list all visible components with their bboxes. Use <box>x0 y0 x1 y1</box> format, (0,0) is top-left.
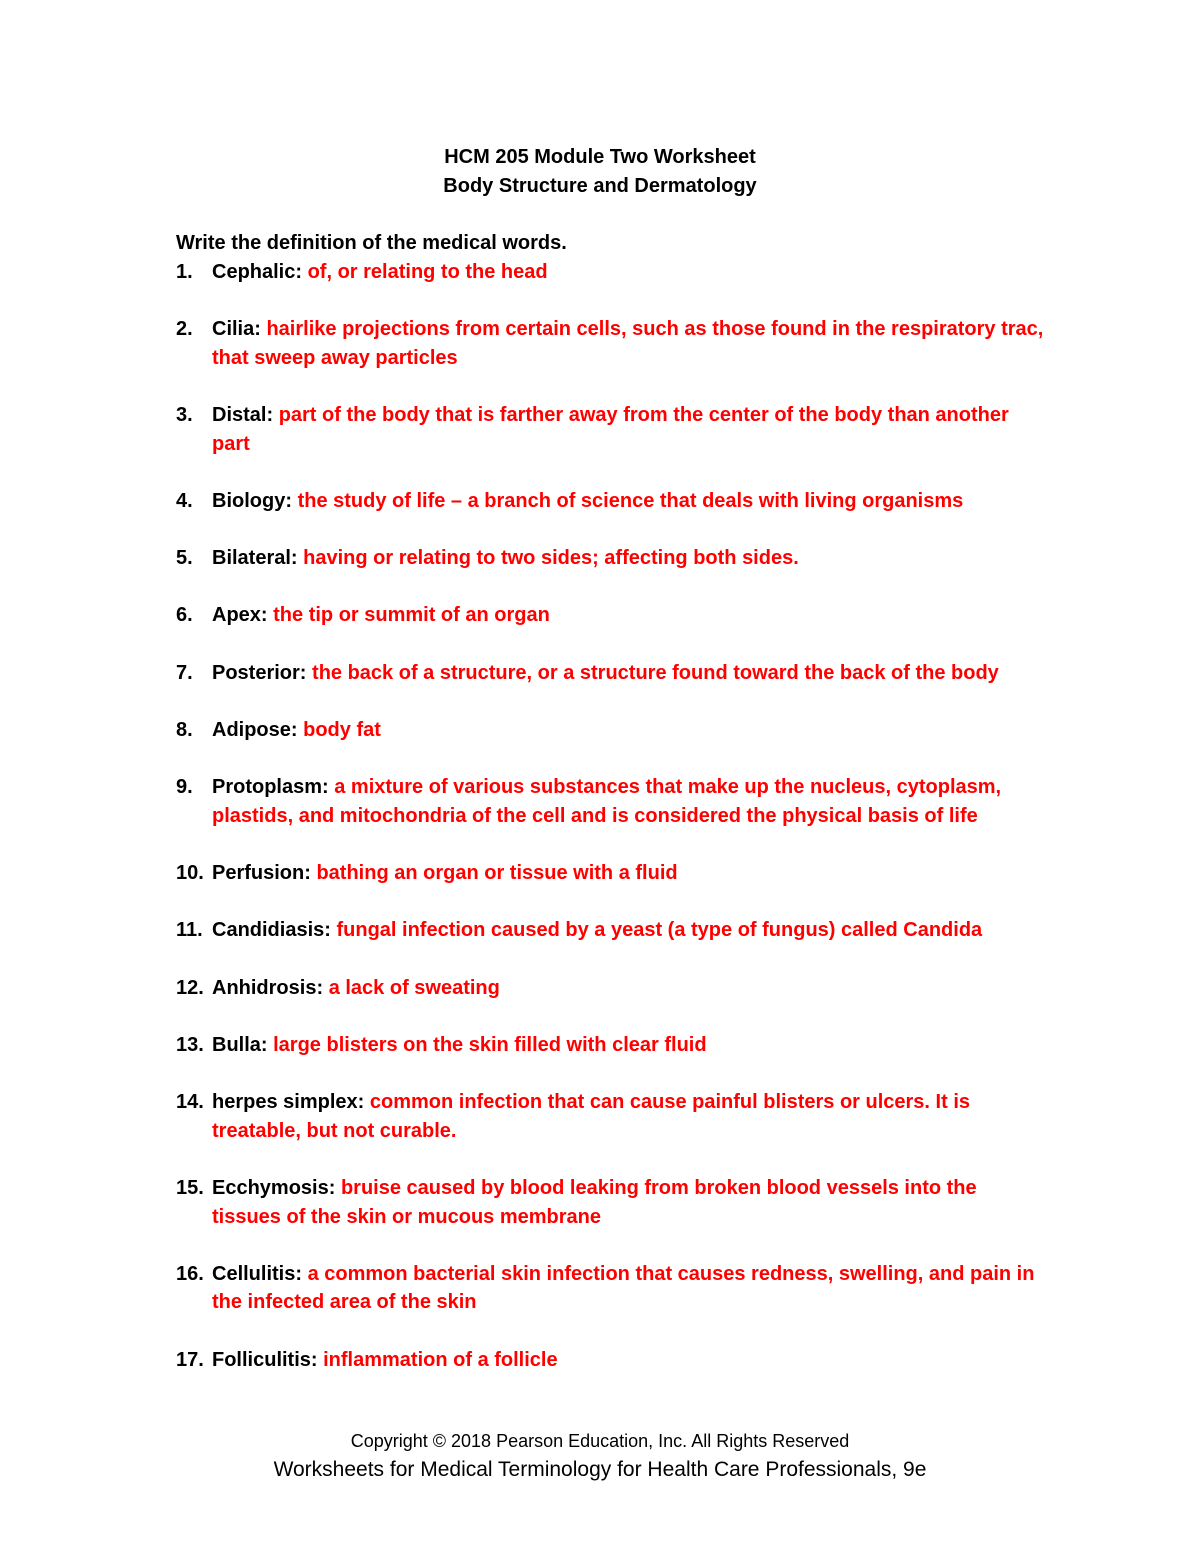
item-term: Distal: <box>212 404 274 427</box>
list-item <box>176 1174 1046 1231</box>
item-definition: having or relating to two sides; affecting both sides. <box>303 547 799 570</box>
item-term: Cilia: <box>212 318 261 341</box>
item-term: Adipose: <box>212 719 298 742</box>
list-item <box>176 1031 1046 1060</box>
item-definition: the back of a structure, or a structure found toward the back of the body <box>312 661 999 684</box>
list-item <box>176 487 1046 516</box>
item-definition: the tip or summit of an organ <box>273 604 550 627</box>
item-number: 14. <box>176 1091 204 1114</box>
item-term: Ecchymosis: <box>212 1177 336 1200</box>
item-definition: of, or relating to the head <box>307 261 548 283</box>
list-item <box>176 601 1046 630</box>
item-definition: a mixture of various substances that make up the nucleus, cytoplasm, plastids, and mitochondria of the cell and is considered the physical basis of life <box>212 776 1002 827</box>
worksheet-title: HCM 205 Module Two Worksheet <box>444 146 756 168</box>
item-definition: hairlike projections from certain cells, such as those found in the respiratory trac, that sweep away particles <box>212 318 1044 369</box>
item-number: 13. <box>176 1034 204 1057</box>
list-item <box>176 401 1046 458</box>
item-definition: the study of life – a branch of science that deals with living organisms <box>297 489 964 512</box>
item-term: Biology: <box>212 489 292 512</box>
item-term: Cephalic: <box>212 261 303 283</box>
item-number: 7. <box>176 661 193 684</box>
item-term: Apex: <box>212 604 268 627</box>
item-number: 17. <box>176 1348 204 1371</box>
list-item <box>176 716 1046 745</box>
item-term: Candidiasis: <box>212 919 331 942</box>
item-number: 1. <box>176 261 193 283</box>
item-definition: a common bacterial skin infection that causes redness, swelling, and pain in the infected area of the skin <box>212 1262 1035 1314</box>
list-item <box>176 1260 1046 1317</box>
item-number: 5. <box>176 547 193 570</box>
item-number: 9. <box>176 776 193 799</box>
item-definition: bathing an organ or tissue with a fluid <box>316 862 678 885</box>
item-number: 6. <box>176 604 193 627</box>
item-term: herpes simplex: <box>212 1091 365 1114</box>
item-definition: a lack of sweating <box>328 976 500 999</box>
item-definition: fungal infection caused by a yeast (a type of fungus) called Candida <box>336 919 983 942</box>
document-header <box>0 143 1200 201</box>
list-item <box>176 659 1046 688</box>
item-definition: bruise caused by blood leaking from broken blood vessels into the tissues of the skin or mucous membrane <box>212 1177 977 1228</box>
document-footer <box>0 1428 1200 1485</box>
item-number: 2. <box>176 318 193 341</box>
item-number: 11. <box>176 919 203 942</box>
list-item <box>176 1088 1046 1145</box>
item-definition: body fat <box>303 719 381 742</box>
list-item <box>176 859 1046 888</box>
item-term: Posterior: <box>212 661 307 684</box>
worksheet-subtitle: Body Structure and Dermatology <box>443 175 757 197</box>
list-item <box>176 544 1046 573</box>
list-item <box>176 773 1046 830</box>
list-item <box>176 974 1046 1003</box>
item-term: Bulla: <box>212 1034 268 1057</box>
item-term: Perfusion: <box>212 862 311 885</box>
item-number: 8. <box>176 719 193 742</box>
item-number: 16. <box>176 1262 204 1285</box>
item-number: 10. <box>176 862 204 885</box>
item-definition: large blisters on the skin filled with clear fluid <box>273 1034 707 1057</box>
instruction-text: Write the definition of the medical words. <box>176 232 567 254</box>
copyright-text: Copyright © 2018 Pearson Education, Inc. All Rights Reserved <box>350 1431 850 1451</box>
item-number: 15. <box>176 1177 204 1200</box>
item-term: Anhidrosis: <box>212 976 324 999</box>
item-definition: inflammation of a follicle <box>323 1348 558 1371</box>
list-item <box>176 1346 1046 1375</box>
item-term: Cellulitis: <box>212 1262 303 1285</box>
definition-list <box>176 258 1046 1403</box>
book-title: Worksheets for Medical Terminology for Health Care Professionals, 9e <box>273 1458 927 1481</box>
item-term: Protoplasm: <box>212 776 329 799</box>
list-item <box>176 916 1046 945</box>
item-definition: common infection that can cause painful blisters or ulcers. It is treatable, but not curable. <box>212 1091 970 1142</box>
list-item <box>176 258 1046 287</box>
list-item <box>176 315 1046 372</box>
item-number: 4. <box>176 489 193 512</box>
item-number: 3. <box>176 404 193 427</box>
item-term: Folliculitis: <box>212 1348 318 1371</box>
item-definition: part of the body that is farther away from the center of the body than another part <box>212 404 1009 455</box>
item-term: Bilateral: <box>212 547 298 570</box>
item-number: 12. <box>176 976 204 999</box>
